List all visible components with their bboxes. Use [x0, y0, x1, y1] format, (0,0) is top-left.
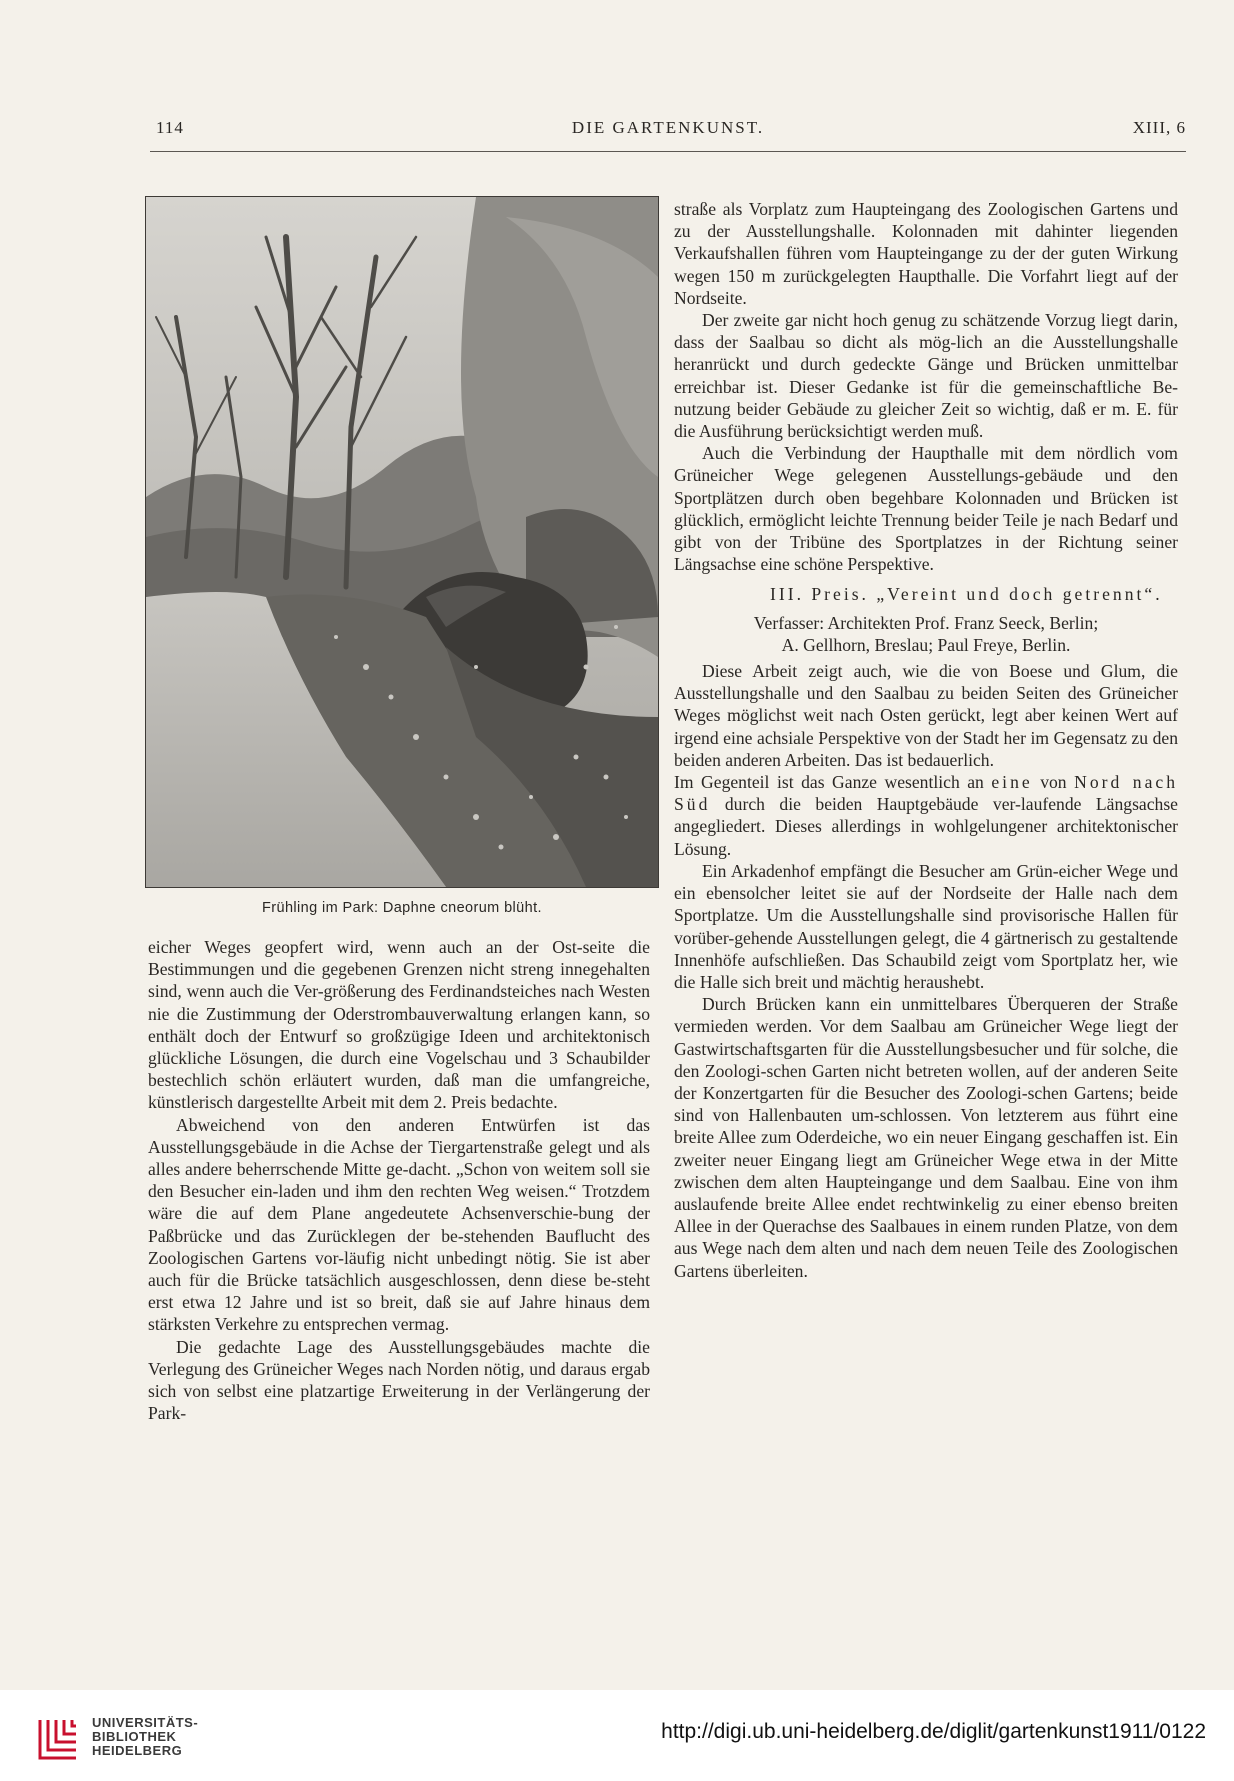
volume-number: XIII, 6 — [1132, 118, 1186, 137]
paragraph: Durch Brücken kann ein unmittelbares Überqueren der Straße vermieden werden. Vor dem Saalbau am Grüneicher Wege liegt der Gastwirtschaftsgarten für die Ausstellungsbesucher und für solche, die den Zoologi-schen Garten nicht betreten wollen, auf der anderen Seite der Konzertgarten für die Besucher des Zoologi-schen Gartens; beide sind von Hallenbauten um-schlossen. Von letzterem aus führt eine breite Allee zum Oderdeiche, wo ein neuer Eingang geschaffen ist. Ein zweiter neuer Eingang liegt am Grüneicher Wege etwa in der Mitte zwischen dem alten Haupteingange und dem Saalbau. Eine von ihm auslaufende breite Allee endet rechtwinkelig zu einer ebenso breiten Allee in der Querachse des Saalbaues in einem runden Platze, von dem aus Wege nach dem alten und nach dem neuen Teile des Zoologischen Gartens überleiten. — [674, 994, 1178, 1281]
park-photograph — [145, 196, 659, 888]
footer-bar — [0, 1690, 1234, 1781]
emphasis: Nord nach Süd — [674, 772, 1178, 815]
paragraph: Diese Arbeit zeigt auch, wie die von Boese und Glum, die Ausstellungshalle und den Saalbau zu beiden Seiten des Grüneicher Weges möglichst weit nach Osten gerückt, legt aber keinen Wert auf irgend eine achsiale Perspektive von der Stadt her im Gegensatz zu den beiden anderen Arbeiten. Das ist bedauerlich. — [674, 661, 1178, 770]
authors-line: Verfasser: Architekten Prof. Franz Seeck, Berlin; — [753, 612, 1099, 633]
paragraph: Abweichend von den anderen Entwürfen ist das Ausstellungsgebäude in die Achse der Tiergartenstraße gelegt und als alles andere beherrschende Mitte ge-dacht. „Schon von weitem soll sie den Besucher ein-laden und ihm den rechten Weg weisen.“ Trotzdem wäre die auf dem Plane angedeutete Achsenverschie-bung der Paßbrücke und das Zurücklegen der be-stehenden Bauflucht des Zoologischen Gartens vor-läufig nicht unbedingt nötig. Sie ist aber auch für die Brücke tatsächlich ausgeschlossen, denn diese be-steht erst etwa 12 Jahre und ist so breit, daß sie auf Jahre hinaus dem stärksten Verkehre zu entsprechen vermag. — [148, 1114, 650, 1335]
paragraph: Die gedachte Lage des Ausstellungsgebäudes machte die Verlegung des Grüneicher Weges nach Norden nötig, und daraus ergab sich von selbst eine platzartige Erweiterung in der Verlängerung der Park- — [148, 1336, 650, 1424]
figure-caption: Frühling im Park: Daphne cneorum blüht. — [262, 900, 542, 916]
library-logo-icon — [34, 1714, 82, 1769]
section-heading: III. Preis. „Vereint und doch getrennt“. — [770, 584, 1163, 605]
left-column — [148, 936, 650, 1424]
photograph-icon — [146, 197, 658, 887]
paragraph: Im Gegenteil ist das Ganze wesentlich an eine von Nord nach Süd durch die beiden Hauptgebäude ver-laufende Längsachse angegliedert. Dieses allerdings in wohlgelungener architektonischer Lösung. — [674, 772, 1178, 859]
paragraph: straße als Vorplatz zum Haupteingang des Zoologischen Gartens und zu der Ausstellungshalle. Kolonnaden mit dahinter liegenden Verkaufshallen führen vom Haupteingange zu der der guten Wirkung wegen 150 m zurückgelegten Haupthalle. Die Vorfahrt liegt auf der Nordseite. — [674, 199, 1178, 308]
permalink-url[interactable]: http://digi.ub.uni-heidelberg.de/diglit/gartenkunst1911/0122 — [661, 1720, 1206, 1743]
page-number: 114 — [156, 118, 184, 137]
paragraph: eicher Weges geopfert wird, wenn auch an der Ost-seite die Bestimmungen und die gegebenen Grenzen nicht streng innegehalten sind, wenn auch die Ver-größerung des Ferdinandsteiches nach Westen nie die Zustimmung der Oderstrombauverwaltung erlangen kann, so enthält doch der Entwurf so großzügige Ideen und architektonisch glückliche Lösungen, die durch eine Vogelschau und 3 Schaubilder bestechlich schön erläutert wurden, daß man die umfangreiche, künstlerisch dargestellte Arbeit mit dem 2. Preis bedachte. — [148, 937, 650, 1113]
paragraph: Ein Arkadenhof empfängt die Besucher am Grün-eicher Wege und ein ebensolcher leitet sie auf der Nordseite der Halle nach dem Sportplatze. Um die Ausstellungshalle sind provisorische Hallen für vorüber-gehende Ausstellungen gelegt, die 4 gärtnerisch zu gestaltende Innenhöfe aufschließen. Das Schaubild zeigt vom Sportplatz her, wie die Halle sich breit und mächtig heraushebt. — [674, 860, 1178, 992]
spacer — [674, 575, 1178, 583]
library-name: UNIVERSITÄTS- BIBLIOTHEK HEIDELBERG — [92, 1715, 199, 1758]
paragraph: Der zweite gar nicht hoch genug zu schätzende Vorzug liegt darin, dass der Saalbau so dicht als mög-lich an die Ausstellungshalle heranrückt und durch gedeckte Gänge und Brücken unmittelbar erreichbar ist. Dieser Gedanke ist für die gemeinschaftliche Be-nutzung beider Gebäude zu gleicher Zeit so wichtig, daß er m. E. für die Ausführung berücksichtigt werden muß. — [674, 310, 1178, 442]
authors-line: A. Gellhorn, Breslau; Paul Freye, Berlin. — [781, 634, 1071, 655]
page-header — [150, 118, 1186, 144]
right-column — [674, 198, 1178, 1282]
emphasis: eine — [991, 772, 1033, 793]
journal-title: DIE GARTENKUNST. — [571, 118, 765, 137]
header-rule — [150, 151, 1186, 152]
paragraph: Auch die Verbindung der Haupthalle mit dem nördlich vom Grüneicher Wege gelegenen Ausstellungs-gebäude und den Sportplätzen durch oben begehbare Kolonnaden und Brücken ist glücklich, ermöglicht leichte Trennung beider Teile je nach Bedarf und gibt von der Tribüne des Sportplatzes in der Richtung seiner Längsachse eine schöne Perspektive. — [674, 443, 1178, 575]
